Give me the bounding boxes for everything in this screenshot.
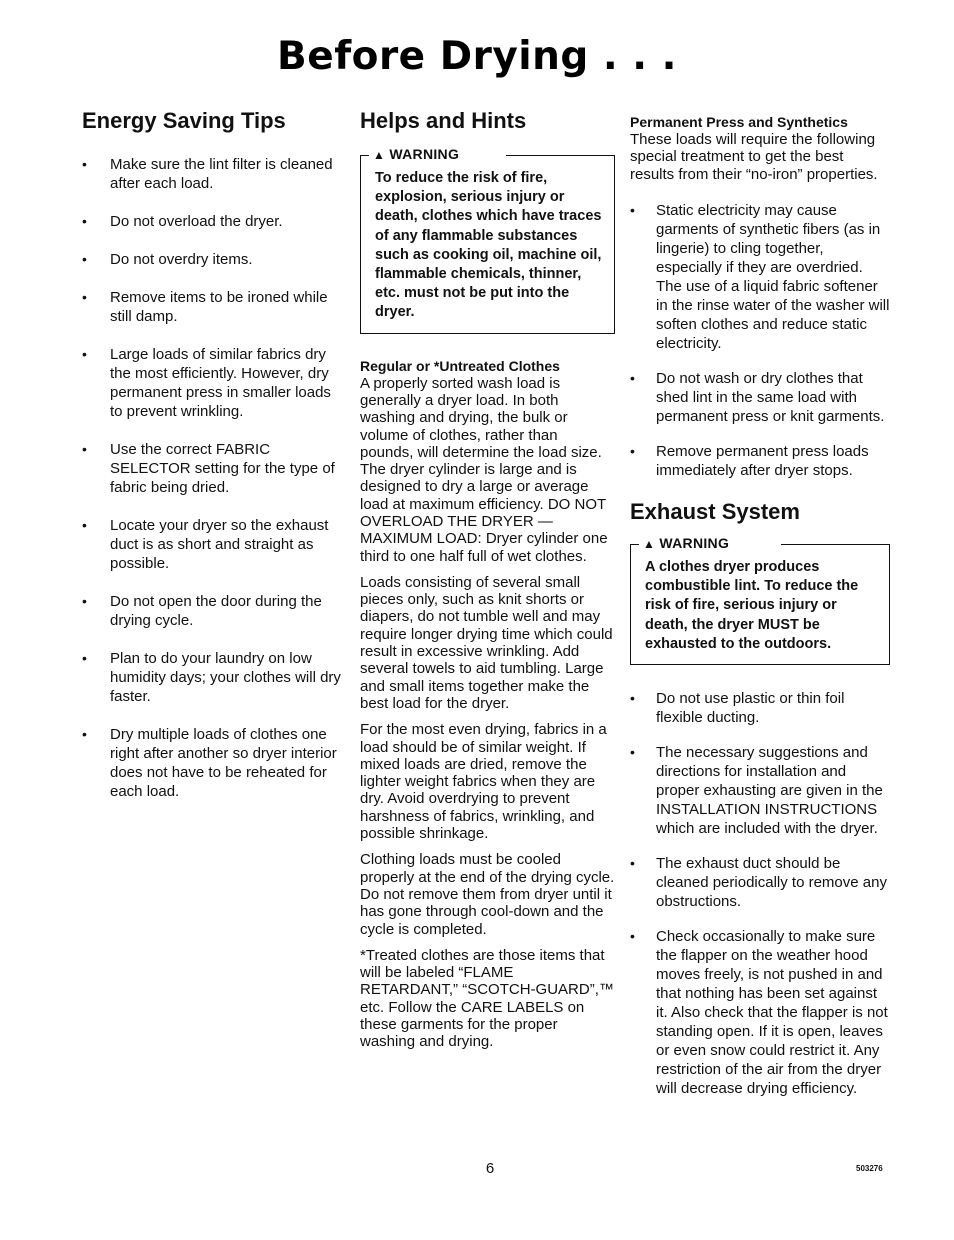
page-number: 6 [485, 1160, 495, 1177]
list-item: • Static electricity may cause garments of synthetic fibers (as in lingerie) to cling together, especially if they are overdried. The use of a liquid fabric softener in the rinse water of the washer will soften clothes and reduce static electricity. [630, 201, 890, 353]
warning-label: WARNING [389, 146, 460, 162]
permanent-press-intro: These loads will require the following special treatment to get the best results from their “no-iron” properties. [630, 131, 878, 183]
energy-tips-list [82, 155, 342, 801]
document-code: 503276 [856, 1164, 883, 1173]
list-item: • Check occasionally to make sure the flapper on the weather hood moves freely, is not pushed in and that nothing has been set against it. Also check that the flapper is not standing open. If it is open, leaves or even snow could restrict it. Any restriction of the air from the dryer will decrease drying efficiency. [630, 927, 890, 1098]
energy-saving-heading: Energy Saving Tips [82, 108, 286, 133]
paragraph: A properly sorted wash load is generally a dryer load. In both washing and drying, the bulk or volume of clothes, rather than pounds, will determine the load size. The dryer cylinder is large and is designed to dry a large or average load at maximum efficiency. DO NOT OVERLOAD THE DRYER — MAXIMUM LOAD: Dryer cylinder one third to one half full of wet clothes. [360, 374, 608, 565]
warning-text: A clothes dryer produces combustible lint. To reduce the risk of fire, serious injury or death, the dryer MUST be exhausted to the outdoors. [645, 558, 859, 652]
fire-warning-box [360, 146, 615, 334]
permanent-press-list [630, 201, 890, 480]
list-item: • Make sure the lint filter is cleaned after each load. [82, 155, 342, 193]
list-item: • Use the correct FABRIC SELECTOR setting for the type of fabric being dried. [82, 440, 342, 497]
paragraph: Clothing loads must be cooled properly at the end of the drying cycle. Do not remove them from dryer until it has gone through cool-down and the cycle is completed. [360, 851, 615, 938]
list-item: • Large loads of similar fabrics dry the most efficiently. However, dry permanent press in smaller loads to prevent wrinkling. [82, 345, 342, 421]
list-item: • Do not open the door during the drying cycle. [82, 592, 342, 630]
paragraph: Loads consisting of several small pieces only, such as knit shorts or diapers, do not tumble well and may require longer drying time which could result in excessive wrinkling. Add several towels to aid tumbling. Large and small items together make the best load for the dryer. [360, 573, 613, 712]
page-title: Before Drying . . . [277, 34, 677, 79]
list-item: • Do not overload the dryer. [82, 212, 342, 231]
list-item: • Locate your dryer so the exhaust duct is as short and straight as possible. [82, 516, 342, 573]
list-item: • Do not use plastic or thin foil flexible ducting. [630, 689, 890, 727]
list-item: • Dry multiple loads of clothes one right after another so dryer interior does not have to be reheated for each load. [82, 725, 342, 801]
list-item: • The exhaust duct should be cleaned periodically to remove any obstructions. [630, 854, 890, 911]
list-item: • Remove permanent press loads immediately after dryer stops. [630, 442, 890, 480]
warning-label: WARNING [659, 534, 730, 551]
list-item: • Do not overdry items. [82, 250, 342, 269]
permanent-press-subheading: Permanent Press and Synthetics [630, 114, 848, 130]
right-column [630, 105, 890, 1114]
untreated-clothes-subheading: Regular or *Untreated Clothes [360, 357, 560, 374]
list-item: • Remove items to be ironed while still damp. [82, 288, 342, 326]
exhaust-warning-box [630, 534, 890, 665]
warning-triangle-icon: ▲ [643, 536, 656, 551]
energy-saving-section [82, 105, 342, 820]
warning-text: To reduce the risk of fire, explosion, serious injury or death, clothes which have traces of any flammable substances such as cooking oil, machine oil, flammable chemicals, thinner, etc. must not be put into the dryer. [375, 170, 602, 321]
exhaust-list [630, 689, 890, 1098]
paragraph: *Treated clothes are those items that will be labeled “FLAME RETARDANT,” “SCOTCH-GUARD”,™ etc. Follow the CARE LABELS on these garments for the proper washing and drying. [360, 946, 614, 1051]
helps-hints-section [360, 105, 615, 1060]
list-item: • Plan to do your laundry on low humidity days; your clothes will dry faster. [82, 649, 342, 706]
list-item: • The necessary suggestions and directions for installation and proper exhausting are given in the INSTALLATION INSTRUCTIONS which are included with the dryer. [630, 743, 890, 838]
exhaust-system-heading: Exhaust System [630, 498, 800, 524]
helps-hints-heading: Helps and Hints [360, 108, 527, 133]
paragraph: For the most even drying, fabrics in a load should be of similar weight. If mixed loads are dried, remove the lighter weight fabrics when they are dry. Avoid overdrying to prevent harshness of fabrics, wrinkling, and possible shrinkage. [360, 721, 607, 843]
warning-triangle-icon: ▲ [373, 148, 386, 162]
list-item: • Do not wash or dry clothes that shed lint in the same load with permanent press or knit garments. [630, 369, 890, 426]
